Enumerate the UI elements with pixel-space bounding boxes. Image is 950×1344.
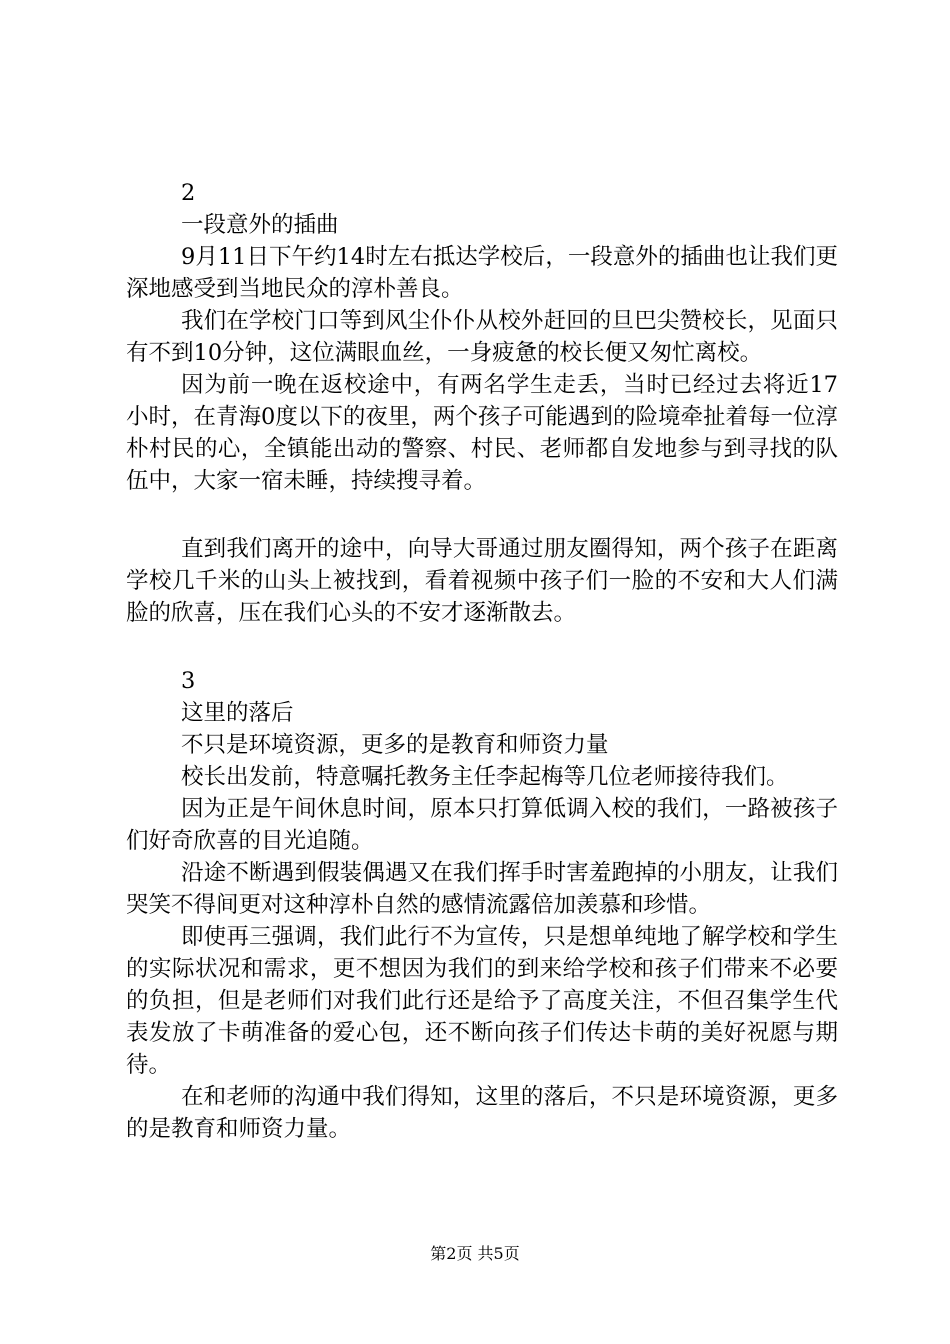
paragraph: 因为正是午间休息时间，原本只打算低调入校的我们，一路被孩子们好奇欣喜的目光追随。 xyxy=(126,796,838,854)
section-title: 一段意外的插曲 xyxy=(181,212,339,238)
paragraph: 因为前一晚在返校途中，有两名学生走丢，当时已经过去将近17小时，在青海0度以下的夜里，两个孩子可能遇到的险境牵扯着每一位淳朴村民的心，全镇能出动的警察、村民、老师都自发地参与到寻找的队伍中，大家一宿未睡，持续搜寻着。 xyxy=(126,372,838,494)
section-number: 2 xyxy=(181,180,196,206)
section-subtitle: 不只是环境资源，更多的是教育和师资力量 xyxy=(181,732,609,758)
paragraph-spacer xyxy=(126,629,838,665)
paragraph: 9月11日下午约14时左右抵达学校后，一段意外的插曲也让我们更深地感受到当地民众的淳朴善良。 xyxy=(126,244,838,302)
paragraph: 我们在学校门口等到风尘仆仆从校外赶回的旦巴尖赞校长，见面只有不到10分钟，这位满眼血丝，一身疲惫的校长便又匆忙离校。 xyxy=(126,308,838,366)
paragraph: 即使再三强调，我们此行不为宣传，只是想单纯地了解学校和学生的实际状况和需求，更不想因为我们的到来给学校和孩子们带来不必要的负担，但是老师们对我们此行还是给予了高度关注，不但召集学生代表发放了卡萌准备的爱心包，还不断向孩子们传达卡萌的美好祝愿与期待。 xyxy=(126,924,838,1078)
section-number: 3 xyxy=(181,668,196,694)
section-title: 这里的落后 xyxy=(181,700,294,726)
paragraph: 沿途不断遇到假装偶遇又在我们挥手时害羞跑掉的小朋友，让我们哭笑不得间更对这种淳朴自然的感情流露倍加羡慕和珍惜。 xyxy=(126,860,838,918)
paragraph: 直到我们离开的途中，向导大哥通过朋友圈得知，两个孩子在距离学校几千米的山头上被找到，看着视频中孩子们一脸的不安和大人们满脸的欣喜，压在我们心头的不安才逐渐散去。 xyxy=(126,536,838,626)
paragraph: 在和老师的沟通中我们得知，这里的落后，不只是环境资源，更多的是教育和师资力量。 xyxy=(126,1084,838,1142)
paragraph: 校长出发前，特意嘱托教务主任李起梅等几位老师接待我们。 xyxy=(181,764,789,790)
paragraph-spacer xyxy=(126,497,838,533)
page-footer: 第2页 共5页 xyxy=(430,1244,520,1263)
document-body xyxy=(126,177,838,1145)
